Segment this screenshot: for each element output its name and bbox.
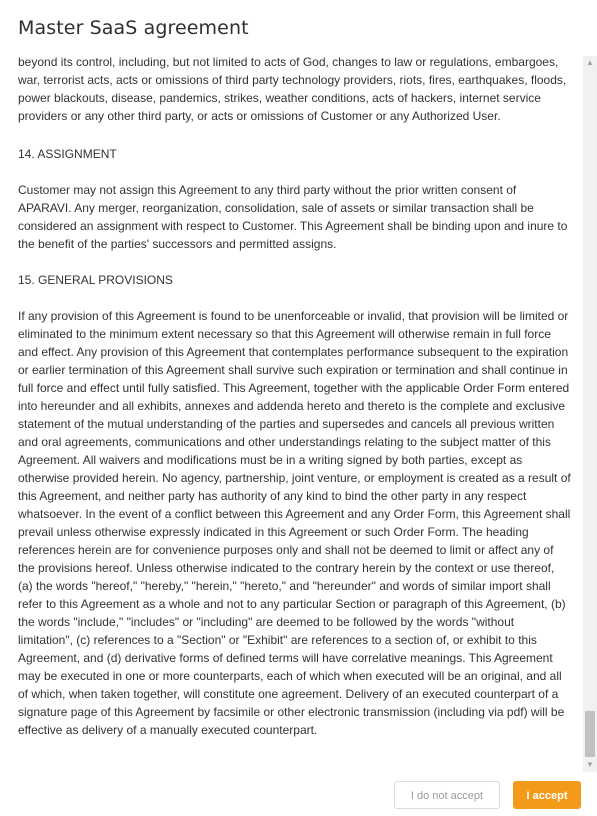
section-heading-general-provisions: 15. GENERAL PROVISIONS bbox=[18, 273, 173, 287]
agreement-paragraph-general-provisions: If any provision of this Agreement is found to be unenforceable or invalid, that provision will be limited or eliminated to the minimum extent necessary so that this Agreement will otherwise remain in full force and effect. Any provision of this Agreement that contemplates performance subsequent to the expiration or earlier termination of this Agreement shall survive such expiration or termination and shall continue in full force and effect until fully satisfied. This Agreement, together with the applicable Order Form entered into hereunder and all exhibits, annexes and addenda hereto and thereto is the complete and exclusive statement of the mutual understanding of the parties and supersedes and cancels all previous written and oral agreements, communications and other understandings relating to the subject matter of this Agreement. All waivers and modifications must be in a writing signed by both parties, except as otherwise provided herein. No agency, partnership, joint venture, or employment is created as a result of this Agreement, and neither party has authority of any kind to bind the other party in any respect whatsoever. In the event of a conflict between this Agreement and any Order Form, this Agreement shall prevail unless otherwise expressly indicated in this Agreement or such Order Form. The heading references herein are for convenience purposes only and shall not be deemed to limit or affect any of the provisions hereof. Unless otherwise indicated to the contrary herein by the context or use thereof, (a) the words "hereof," "hereby," "herein," "hereto," and "hereunder" and words of similar import shall refer to this Agreement as a whole and not to any particular Section or paragraph of this Agreement, (b) the words "include," "includes" or "including" are deemed to be followed by the words "without limitation", (c) references to a "Section" or "Exhibit" are references to a section of, or exhibit to this Agreement, and (d) derivative forms of defined terms will have correlative meanings. This Agreement may be executed in one or more counterparts, each of which when executed will be an original, and all of which, when taken together, will constitute one agreement. Delivery of an executed counterpart of a signature page of this Agreement by facsimile or other electronic transmission (including via pdf) will be effective as delivery of a manually executed counterpart. bbox=[18, 309, 571, 737]
chevron-up-icon[interactable]: ▲ bbox=[586, 58, 594, 67]
section-heading-assignment: 14. ASSIGNMENT bbox=[18, 147, 117, 161]
chevron-down-icon[interactable]: ▼ bbox=[586, 760, 594, 769]
agreement-scroll-area[interactable] bbox=[0, 56, 583, 772]
accept-button[interactable]: I accept bbox=[513, 781, 581, 809]
vertical-scrollbar[interactable] bbox=[583, 56, 597, 772]
dialog-title: Master SaaS agreement bbox=[18, 17, 249, 39]
agreement-paragraph-force-majeure: beyond its control, including, but not limited to acts of God, changes to law or regulations, embargoes, war, terrorist acts, acts or omissions of third party technology providers, riots, fires, earthquakes, floods, power blackouts, disease, pandemics, strikes, weather conditions, acts of hackers, internet service providers or any other third party, or acts or omissions of Customer or any Authorized User. bbox=[18, 56, 567, 123]
agreement-paragraph-assignment: Customer may not assign this Agreement to any third party without the prior written consent of APARAVI. Any merger, reorganization, consolidation, sale of assets or similar transaction shall be considered an assignment with respect to Customer. This Agreement shall be binding upon and inure to the benefit of the parties' successors and permitted assigns. bbox=[18, 183, 568, 251]
decline-button[interactable]: I do not accept bbox=[394, 781, 500, 809]
scrollbar-thumb[interactable] bbox=[585, 711, 595, 757]
